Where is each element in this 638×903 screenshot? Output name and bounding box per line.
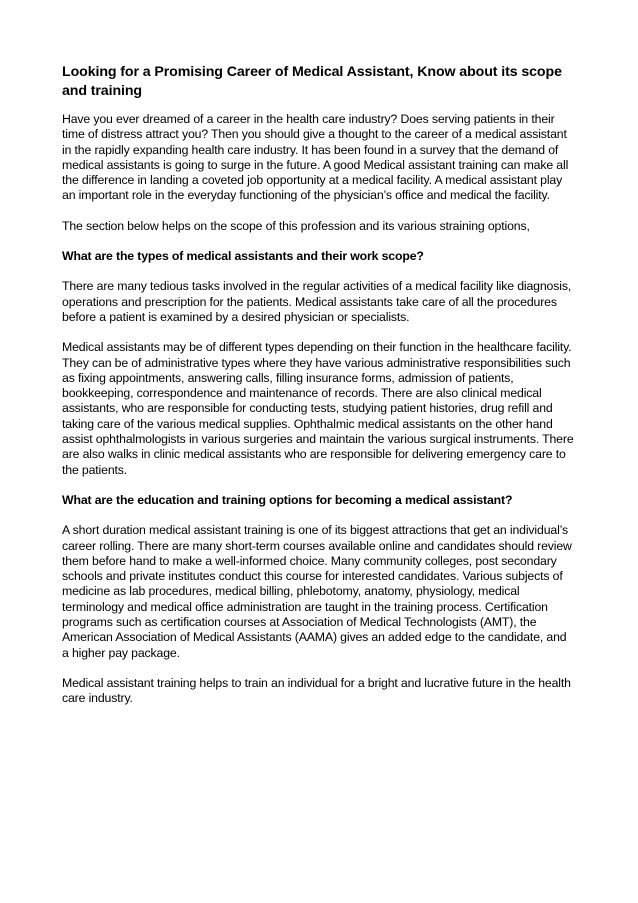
section-overview-paragraph: The section below helps on the scope of this profession and its various straining options, [62, 218, 530, 233]
section-heading-types: What are the types of medical assistants and their work scope? [62, 249, 424, 264]
types-paragraph-1: There are many tedious tasks involved in the regular activities of a medical facility like diagnosis, operations and prescription for the patients. Medical assistants take care of all the procedures before a patient is examined by a desired physician or specialists. [62, 279, 572, 324]
intro-paragraph: Have you ever dreamed of a career in the health care industry? Does serving patients in their time of distress attract you? Then you should give a thought to the career of a medical assistant in the rapidly expanding health care industry. It has been found in a survey that the demand of medical assistants is going to surge in the future. A good Medical assistant training can make all the difference in landing a coveted job opportunity at a medical facility. A medical assistant play an important role in the everyday functioning of the physician’s office and medical the facility. [62, 112, 569, 203]
education-paragraph-1: A short duration medical assistant training is one of its biggest attractions that get an individual’s career rolling. There are many short-term courses available online and candidates should review them before hand to make a well-informed choice. Many community colleges, post secondary schools and private institutes conduct this course for interested candidates. Various subjects of medicine as lab procedures, medical billing, phlebotomy, anatomy, physiology, medical terminology and medical office administration are taught in the training process. Certification programs such as certification courses at Association of Medical Technologists (AMT), the American Association of Medical Assistants (AAMA) gives an added edge to the candidate, and a higher pay package. [62, 523, 572, 660]
document-title: Looking for a Promising Career of Medical Assistant, Know about its scope and training [62, 64, 562, 99]
types-paragraph-2: Medical assistants may be of different types depending on their function in the healthcare facility. They can be of administrative types where they have various administrative responsibilities such as fixing appointments, answering calls, filling insurance forms, admission of patients, bookkeeping, correspondence and maintenance of records. There are also clinical medical assistants, who are responsible for conducting tests, studying patient histories, drug refill and taking care of the various medical supplies. Ophthalmic medical assistants on the other hand assist ophthalmologists in various surgeries and maintain the various surgical instruments. There are also walks in clinic medical assistants who are responsible for delivering emergency care to the patients. [62, 340, 574, 477]
document-page [62, 63, 576, 722]
education-paragraph-2: Medical assistant training helps to train an individual for a bright and lucrative future in the health care industry. [62, 675, 571, 706]
section-heading-education: What are the education and training options for becoming a medical assistant? [62, 492, 513, 507]
